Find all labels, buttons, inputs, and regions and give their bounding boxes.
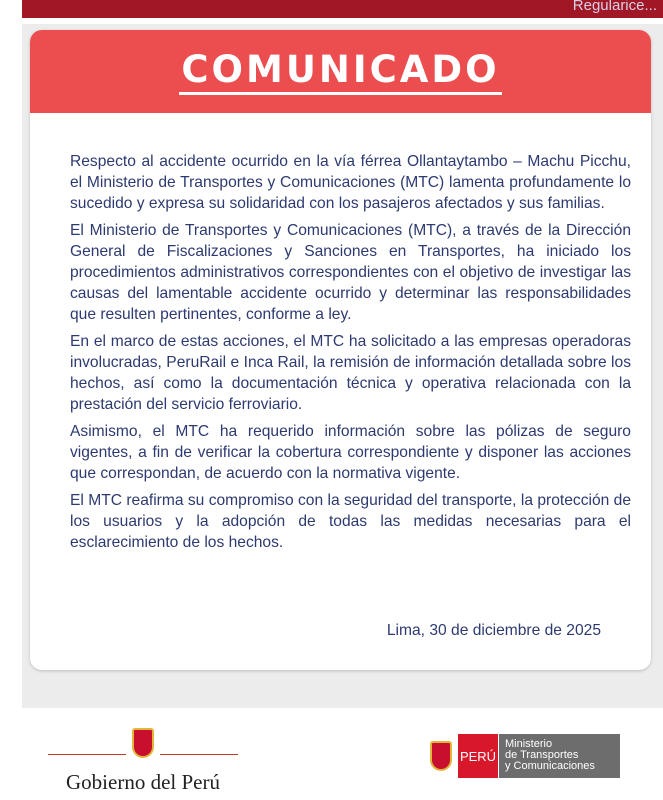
- gobierno-logo: [48, 728, 238, 794]
- communique-body: [30, 113, 651, 553]
- gobierno-label: Gobierno del Perú: [66, 770, 220, 794]
- ministerio-label: [498, 734, 620, 778]
- divider: [160, 754, 238, 755]
- top-banner: [22, 0, 663, 18]
- peru-label: PERÚ: [458, 734, 498, 778]
- coat-of-arms-icon: [430, 741, 452, 771]
- paragraph: Asimismo, el MTC ha requerido información sobre las pólizas de seguro vigentes, a fin de verificar la cobertura correspondiente y disponer las acciones que correspondan, de acuerdo con la normativa vigente.: [70, 423, 631, 482]
- divider: [48, 754, 126, 755]
- ministerio-line: de Transportes: [505, 749, 579, 761]
- paragraph: El Ministerio de Transportes y Comunicaciones (MTC), a través de la Dirección General de Fiscalizaciones y Sanciones en Transportes, ha iniciado los procedimientos administrativos correspondientes con el objetivo de investigar las causas del lamentable accidente ocurrido y determinar las responsabilidades que resulten pertinentes, conforme a ley.: [70, 222, 631, 323]
- footer: [22, 708, 663, 800]
- date: Lima, 30 de diciembre de 2025: [386, 622, 601, 639]
- communique-card: [30, 30, 651, 670]
- mtc-logo: [430, 734, 620, 778]
- paragraph: Respecto al accidente ocurrido en la vía férrea Ollantaytambo – Machu Picchu, el Ministerio de Transportes y Comunicaciones (MTC) lamenta profundamente lo sucedido y expresa su solidaridad con los pasajeros afectados y sus familias.: [70, 153, 631, 212]
- card-header: [30, 30, 651, 113]
- top-banner-text: Regularice...: [572, 0, 657, 14]
- ministerio-line: Ministerio: [505, 738, 553, 750]
- paragraph: El MTC reafirma su compromiso con la seguridad del transporte, la protección de los usuarios y la adopción de todas las medidas necesarias para el esclarecimiento de los hechos.: [70, 492, 631, 551]
- ministerio-line: y Comunicaciones: [505, 760, 595, 772]
- page-title: COMUNICADO: [179, 48, 501, 95]
- coat-of-arms-icon: [132, 728, 154, 758]
- paragraph: En el marco de estas acciones, el MTC ha solicitado a las empresas operadoras involucradas, PeruRail e Inca Rail, la remisión de información detallada sobre los hechos, así como la documentación técnica y operativa relacionada con la prestación del servicio ferroviario.: [70, 333, 631, 413]
